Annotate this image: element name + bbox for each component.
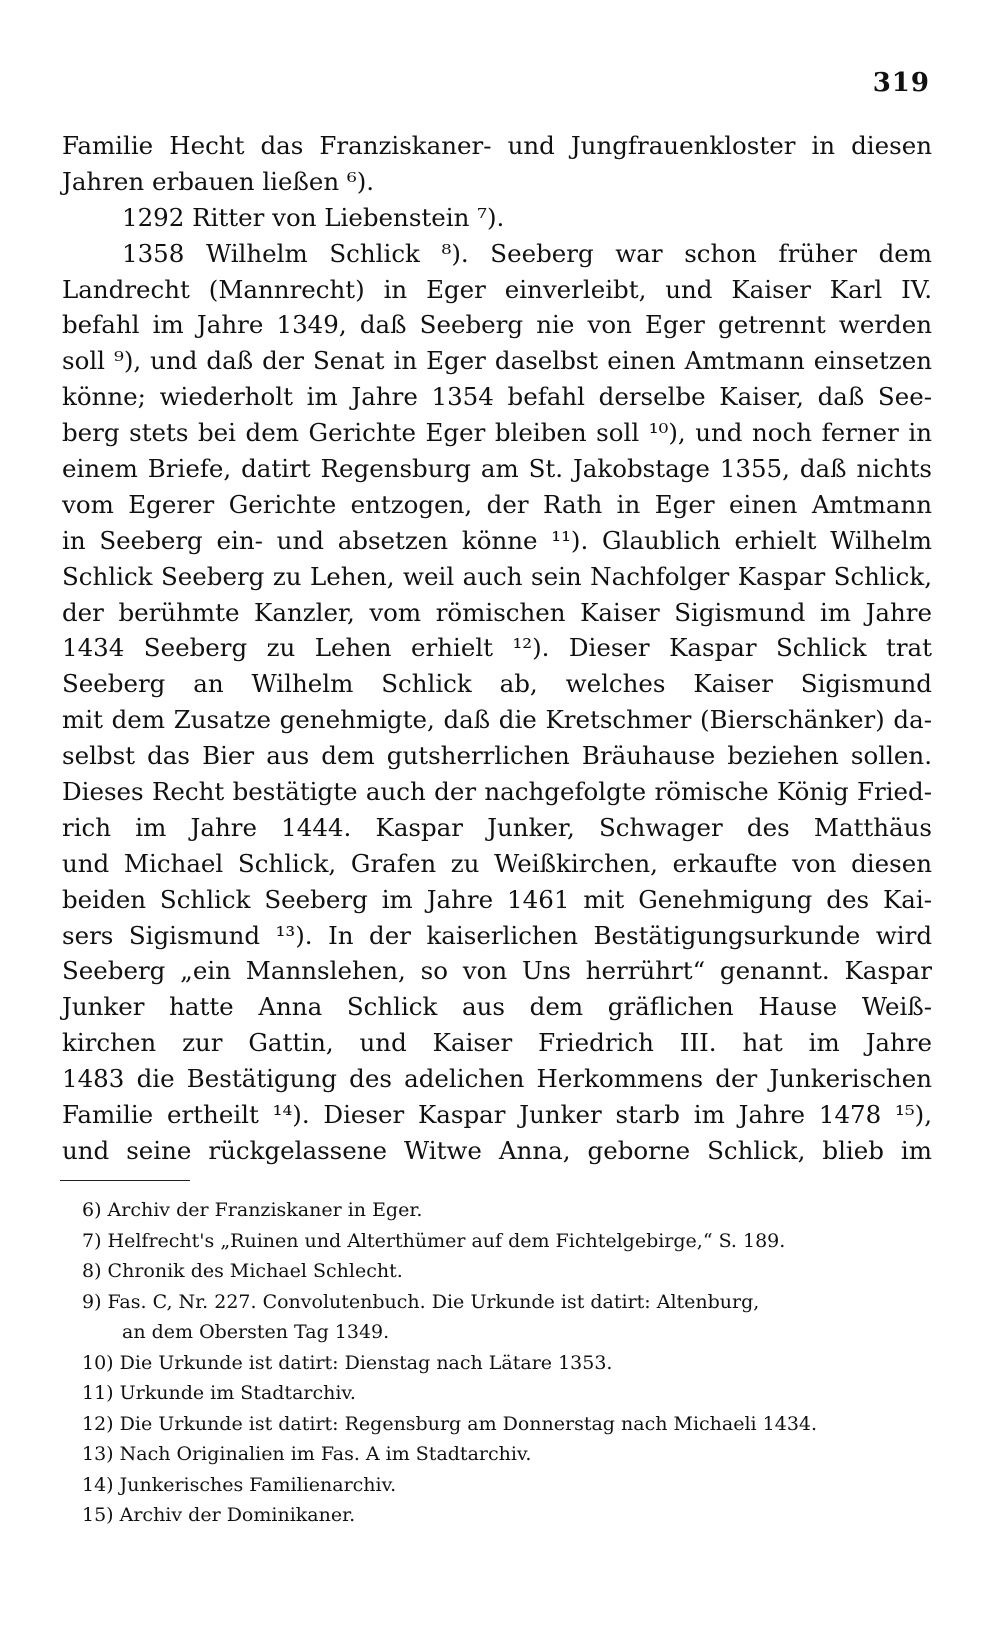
text-line: in Seeberg ein- und absetzen könne ¹¹). Glaublich erhielt Wilhelm <box>62 525 932 555</box>
footnote-continuation: an dem Obersten Tag 1349. <box>122 1321 390 1343</box>
text-line: soll ⁹), und daß der Senat in Eger daselbst einen Amtmann einsetzen <box>62 346 932 376</box>
footnote: 14) Junkerisches Familienarchiv. <box>82 1473 397 1496</box>
text-line: Familie Hecht das Franziskaner- und Jungfrauenkloster in diesen <box>62 131 932 160</box>
body-text <box>62 128 932 1169</box>
text-line: sers Sigismund ¹³). In der kaiserlichen Bestätigungsurkunde wird <box>62 920 932 950</box>
text-line: 1292 Ritter von Liebenstein ⁷). <box>122 202 505 232</box>
text-line: Schlick Seeberg zu Lehen, weil auch sein Nachfolger Kaspar Schlick, <box>62 561 932 591</box>
text-line: kirchen zur Gattin, und Kaiser Friedrich III. hat im Jahre <box>62 1028 932 1058</box>
text-line: Seeberg „ein Mannslehen, so von Uns herrührt“ genannt. Kaspar <box>62 956 932 986</box>
footnote: 15) Archiv der Dominikaner. <box>82 1504 356 1526</box>
text-line: befahl im Jahre 1349, daß Seeberg nie von Eger getrennt werden <box>62 310 932 340</box>
footnote: 11) Urkunde im Stadtarchiv. <box>82 1382 356 1404</box>
text-line: beiden Schlick Seeberg im Jahre 1461 mit Genehmigung des Kai- <box>62 884 932 914</box>
footnote-divider <box>60 1180 190 1181</box>
text-line: vom Egerer Gerichte entzogen, der Rath in Eger einen Amtmann <box>62 489 932 519</box>
footnote: 8) Chronik des Michael Schlecht. <box>82 1260 403 1282</box>
text-line: und Michael Schlick, Grafen zu Weißkirchen, erkaufte von diesen <box>62 848 932 878</box>
text-line: Junker hatte Anna Schlick aus dem gräflichen Hause Weiß- <box>62 992 932 1022</box>
text-line: Familie ertheilt ¹⁴). Dieser Kaspar Junker starb im Jahre 1478 ¹⁵), <box>62 1100 932 1130</box>
footnote: 6) Archiv der Franziskaner in Eger. <box>82 1199 423 1221</box>
text-line: mit dem Zusatze genehmigte, daß die Kretschmer (Bierschänker) da- <box>62 705 932 735</box>
text-line: rich im Jahre 1444. Kaspar Junker, Schwager des Matthäus <box>62 812 932 842</box>
text-line: einem Briefe, datirt Regensburg am St. Jakobstage 1355, daß nichts <box>62 454 932 484</box>
text-line: und seine rückgelassene Witwe Anna, geborne Schlick, blieb im <box>62 1135 932 1165</box>
footnote: 7) Helfrecht's „Ruinen und Alterthümer auf dem Fichtelgebirge,“ S. 189. <box>82 1229 786 1252</box>
footnotes <box>82 1195 932 1531</box>
text-line: Dieses Recht bestätigte auch der nachgefolgte römische König Fried- <box>62 777 932 807</box>
text-line: 1483 die Bestätigung des adelichen Herkommens der Junkerischen <box>62 1064 932 1094</box>
footnote: 9) Fas. C, Nr. 227. Convolutenbuch. Die Urkunde ist datirt: Altenburg, <box>82 1290 760 1313</box>
text-line: 1358 Wilhelm Schlick ⁸). Seeberg war schon früher dem <box>122 238 932 268</box>
text-line: Seeberg an Wilhelm Schlick ab, welches Kaiser Sigismund <box>62 669 932 699</box>
text-line: Jahren erbauen ließen ⁶). <box>62 166 375 196</box>
footnote: 13) Nach Originalien im Fas. A im Stadtarchiv. <box>82 1443 532 1465</box>
text-line: 1434 Seeberg zu Lehen erhielt ¹²). Dieser Kaspar Schlick trat <box>62 633 932 663</box>
footnote: 12) Die Urkunde ist datirt: Regensburg am Donnerstag nach Michaeli 1434. <box>82 1412 818 1435</box>
text-line: berg stets bei dem Gerichte Eger bleiben soll ¹⁰), und noch ferner in <box>62 418 932 448</box>
footnote: 10) Die Urkunde ist datirt: Dienstag nach Lätare 1353. <box>82 1351 613 1374</box>
text-line: selbst das Bier aus dem gutsherrlichen Bräuhause beziehen sollen. <box>62 741 932 771</box>
page-number: 319 <box>872 68 930 98</box>
text-line: der berühmte Kanzler, vom römischen Kaiser Sigismund im Jahre <box>62 597 932 627</box>
text-line: könne; wiederholt im Jahre 1354 befahl derselbe Kaiser, daß See- <box>62 382 932 412</box>
text-line: Landrecht (Mannrecht) in Eger einverleibt, und Kaiser Karl IV. <box>62 274 932 304</box>
